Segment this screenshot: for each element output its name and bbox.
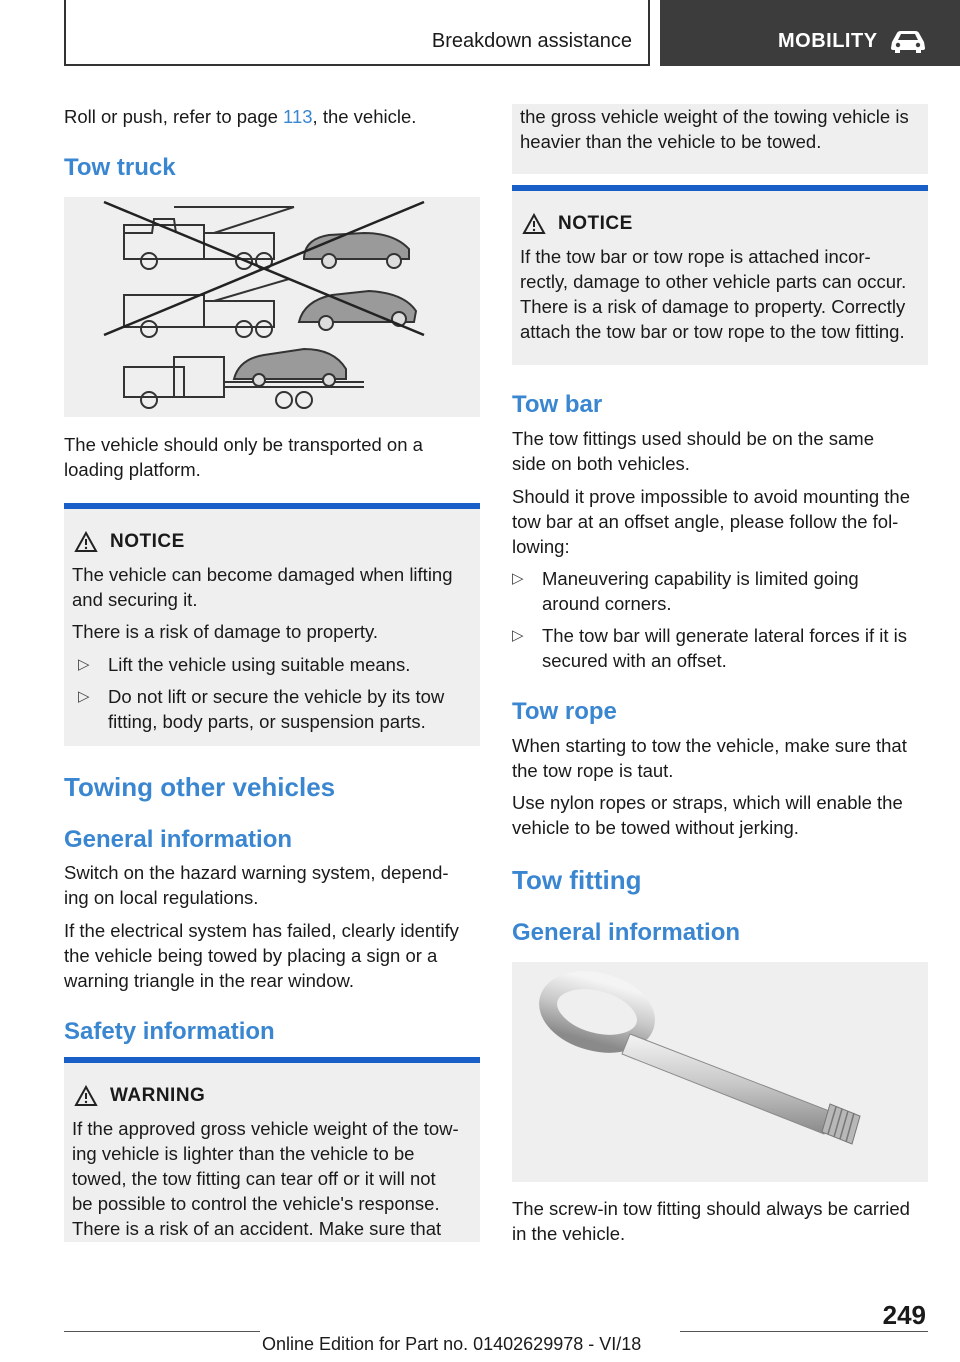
tow-bar-text: lowing: bbox=[512, 536, 570, 557]
tow-truck-illustration bbox=[64, 197, 480, 417]
notice-text: There is a risk of damage to property. bbox=[72, 621, 379, 642]
warning-triangle-icon bbox=[74, 1085, 98, 1107]
general-text: Switch on the hazard warning system, depend- bbox=[64, 862, 449, 883]
tow-fitting-image bbox=[512, 962, 928, 1182]
bullet-triangle-icon: ▷ bbox=[512, 570, 524, 587]
tow-rope-text: When starting to tow the vehicle, make sure that bbox=[512, 735, 907, 756]
warning-triangle-icon bbox=[522, 213, 546, 235]
tow-bar-text: The tow fittings used should be on the same bbox=[512, 428, 874, 449]
footer-edition: Online Edition for Part no. 01402629978 - VI/18 bbox=[262, 1334, 642, 1354]
warning-text: If the approved gross vehicle weight of the tow- bbox=[72, 1118, 459, 1139]
warning-text: heavier than the vehicle to be towed. bbox=[520, 131, 822, 152]
tow-rope-text: the tow rope is taut. bbox=[512, 760, 674, 781]
notice-text: attach the tow bar or tow rope to the tow fitting. bbox=[520, 321, 905, 342]
general-heading: General information bbox=[64, 826, 293, 853]
notice-title: NOTICE bbox=[110, 531, 185, 552]
tow-bar-text: Should it prove impossible to avoid mounting the bbox=[512, 486, 910, 507]
tow-bar-heading: Tow bar bbox=[512, 391, 603, 418]
notice-text: rectly, damage to other vehicle parts can occur. bbox=[520, 271, 907, 292]
tow-truck-heading: Tow truck bbox=[64, 154, 176, 181]
warning-bar bbox=[64, 1057, 480, 1063]
car-icon bbox=[888, 28, 928, 54]
tow-rope-text: vehicle to be towed without jerking. bbox=[512, 817, 799, 838]
notice-text: and securing it. bbox=[72, 589, 198, 610]
fitting-caption: The screw-in tow fitting should always be carried bbox=[512, 1198, 910, 1219]
tow-rope-heading: Tow rope bbox=[512, 698, 617, 725]
tow-fitting-heading: Tow fitting bbox=[512, 865, 642, 895]
bullet-triangle-icon: ▷ bbox=[512, 627, 524, 644]
warning-text: the gross vehicle weight of the towing vehicle is bbox=[520, 106, 909, 127]
tow-rope-text: Use nylon ropes or straps, which will enable the bbox=[512, 792, 903, 813]
page-number: 249 bbox=[882, 1300, 926, 1330]
header-section-box bbox=[64, 0, 650, 66]
general-text: If the electrical system has failed, clearly identify bbox=[64, 920, 459, 941]
header-chapter-title: MOBILITY bbox=[778, 30, 878, 52]
notice-bar bbox=[64, 503, 480, 509]
footer-rule-left bbox=[64, 1331, 260, 1332]
notice-text: There is a risk of damage to property. Correctly bbox=[520, 296, 906, 317]
general-text: ing on local regulations. bbox=[64, 887, 259, 908]
warning-triangle-icon bbox=[74, 531, 98, 553]
tow-truck-caption-2: loading platform. bbox=[64, 459, 201, 480]
tow-truck-drawing bbox=[64, 197, 480, 417]
warning-box bbox=[64, 1057, 480, 1242]
page-link[interactable]: 113 bbox=[283, 106, 313, 127]
tow-fitting-drawing bbox=[512, 962, 928, 1182]
notice-text: If the tow bar or tow rope is attached incor- bbox=[520, 246, 871, 267]
notice-title: NOTICE bbox=[558, 213, 633, 234]
tow-bar-text: tow bar at an offset angle, please follow the fol- bbox=[512, 511, 899, 532]
warning-title: WARNING bbox=[110, 1085, 206, 1106]
towing-heading: Towing other vehicles bbox=[64, 772, 336, 802]
warning-text: be possible to control the vehicle's response. bbox=[72, 1193, 440, 1214]
general-heading-right: General information bbox=[512, 919, 741, 946]
notice-bar bbox=[512, 185, 928, 191]
warning-text: towed, the tow fitting can tear off or it will not bbox=[72, 1168, 436, 1189]
safety-heading: Safety information bbox=[64, 1018, 275, 1045]
warning-box-continued bbox=[512, 104, 928, 174]
notice-box-attachment bbox=[512, 185, 928, 365]
warning-text: ing vehicle is lighter than the vehicle to be bbox=[72, 1143, 415, 1164]
tow-truck-caption-1: The vehicle should only be transported on a bbox=[64, 434, 423, 455]
warning-text: There is a risk of an accident. Make sure that bbox=[72, 1218, 442, 1239]
header-section-title: Breakdown assistance bbox=[431, 30, 632, 52]
intro-text: Roll or push, refer to page 113, the vehicle. bbox=[64, 106, 417, 127]
header-chapter-box bbox=[660, 0, 960, 66]
footer-rule-right bbox=[680, 1331, 928, 1332]
fitting-caption: in the vehicle. bbox=[512, 1223, 626, 1244]
notice-box-lifting: NOTICE The vehicle can become damaged when lifting and securing it. There is a risk of damage to property. ▷ Lift the vehicle using suitable means. ▷ Do not lift or secure the vehicle by its tow fitting, body parts, or suspension parts. bbox=[64, 503, 480, 746]
notice-text: The vehicle can become damaged when lifting bbox=[72, 564, 453, 585]
bullet-triangle-icon: ▷ bbox=[78, 656, 90, 673]
bullet-triangle-icon: ▷ bbox=[78, 688, 90, 705]
general-text: warning triangle in the rear window. bbox=[64, 970, 354, 991]
tow-bar-text: side on both vehicles. bbox=[512, 453, 690, 474]
general-text: the vehicle being towed by placing a sign or a bbox=[64, 945, 438, 966]
